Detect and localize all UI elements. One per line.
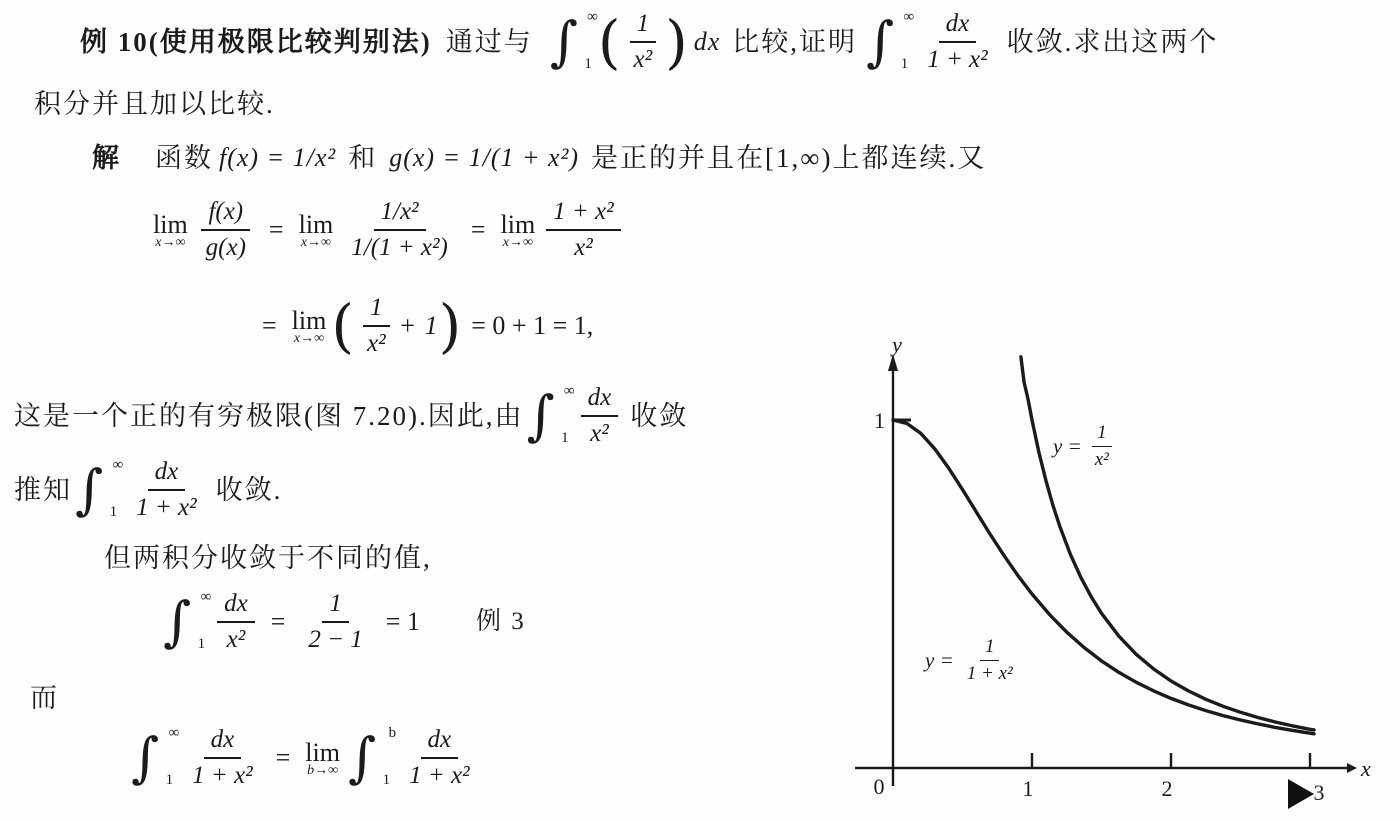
paragraph-text: 推知 <box>14 474 72 505</box>
fraction <box>360 294 393 358</box>
integral <box>163 589 212 654</box>
fraction-numerator: 1/x² <box>374 198 426 231</box>
equals-sign: = <box>470 215 486 244</box>
lim-subscript: x→∞ <box>502 234 533 250</box>
fraction <box>581 384 619 448</box>
limit-operator <box>305 738 340 779</box>
fraction-denominator: g(x) <box>205 234 246 261</box>
integral-icon: ∫ <box>131 726 160 790</box>
fraction <box>129 458 203 522</box>
integral-lower-limit: 1 <box>561 429 569 446</box>
fraction-numerator: dx <box>421 726 459 759</box>
example-3-reference: 例 3 <box>475 608 526 636</box>
equation-limit-ratio <box>148 198 627 262</box>
limit-operator <box>153 210 188 251</box>
fraction <box>1090 422 1114 471</box>
solid-right-triangle-icon <box>1288 779 1314 809</box>
x-tick-label-1: 1 <box>1022 776 1034 801</box>
lim-subscript: b→∞ <box>307 762 339 778</box>
connector-word <box>30 680 59 716</box>
fraction-denominator: x² <box>226 626 246 653</box>
equals-sign: = <box>270 607 286 636</box>
integral-upper-limit: ∞ <box>168 725 180 742</box>
integral <box>866 9 915 74</box>
lim-subscript: x→∞ <box>300 234 332 250</box>
fraction-numerator: dx <box>581 384 619 417</box>
integral-icon: ∫ <box>347 726 377 790</box>
equation-result: = 1 <box>385 607 420 636</box>
equation-value-2 <box>128 726 483 790</box>
paragraph-finite-limit <box>14 384 694 448</box>
fraction-numerator: 1 <box>980 636 1000 661</box>
fraction-numerator: 1 <box>1092 422 1112 447</box>
integral <box>549 9 598 74</box>
integral-icon: ∫ <box>75 458 104 522</box>
fraction-denominator: x² <box>1094 449 1109 470</box>
fraction <box>402 726 476 790</box>
graph-canvas <box>855 334 1400 821</box>
fraction-numerator: dx <box>148 458 186 491</box>
solution-line <box>92 140 992 176</box>
y-tick-label-1: 1 <box>874 408 885 433</box>
fraction-denominator: 2 − 1 <box>308 626 363 653</box>
limit-operator <box>292 306 327 347</box>
fraction-denominator: x² <box>590 420 609 447</box>
lim-word: lim <box>500 209 536 239</box>
integral-lower-limit: 1 <box>109 503 118 520</box>
fraction-denominator: 1 + x² <box>192 762 253 789</box>
integral-upper-limit: ∞ <box>587 9 598 26</box>
curve-label-prefix: y = <box>1053 434 1082 458</box>
curve-label-one-over-1-plus-x-squared <box>925 636 1024 685</box>
integral <box>347 725 397 790</box>
plus-one-term: + 1 <box>398 311 439 340</box>
fraction-numerator: dx <box>939 10 977 43</box>
integral <box>75 457 124 522</box>
solution-text: 和 <box>348 143 378 173</box>
problem-text: 积分并且加以比较. <box>34 89 275 119</box>
integral-lower-limit: 1 <box>382 771 391 788</box>
fraction-denominator: 1 + x² <box>136 494 197 521</box>
fraction-denominator: 1/(1 + x²) <box>351 234 448 261</box>
integral <box>526 383 575 448</box>
integral-lower-limit: 1 <box>197 635 206 652</box>
curve-one-over-x-squared <box>1021 357 1314 730</box>
integral-lower-limit: 1 <box>900 55 909 72</box>
x-tick-label-3: 3 <box>1313 780 1325 805</box>
integral-upper-limit: ∞ <box>563 383 575 400</box>
paragraph-text: 收敛. <box>215 474 283 505</box>
integral-upper-limit: ∞ <box>112 457 124 474</box>
integral <box>131 725 180 790</box>
x-axis-arrow-icon <box>1347 763 1357 773</box>
fraction <box>920 10 994 74</box>
problem-text: 收敛.求出这两个 <box>1006 26 1219 57</box>
lim-word: lim <box>305 737 340 767</box>
limit-operator <box>501 210 536 251</box>
fraction-numerator: dx <box>204 726 242 759</box>
equation-limit-value <box>252 291 603 360</box>
lim-word: lim <box>298 209 334 239</box>
curve-label-prefix: y = <box>925 648 954 672</box>
integral-icon: ∫ <box>526 384 555 448</box>
paragraph-text: 收敛 <box>630 400 689 431</box>
lim-subscript: x→∞ <box>293 330 325 346</box>
fraction-denominator: x² <box>574 234 593 261</box>
curve-label-one-over-x-squared <box>1053 422 1120 471</box>
problem-text: 通过与 <box>445 26 533 57</box>
fraction-numerator: dx <box>217 590 255 623</box>
problem-text: 比较,证明 <box>732 26 858 57</box>
integral-lower-limit: 1 <box>584 55 592 72</box>
fraction <box>185 726 259 790</box>
fraction <box>199 198 253 262</box>
fraction-numerator: 1 + x² <box>546 198 620 231</box>
example-heading: 例 10(使用极限比较判别法) <box>80 26 432 57</box>
inline-math: f(x) = 1/x² <box>219 143 337 173</box>
integral-icon: ∫ <box>549 10 578 74</box>
fraction <box>344 198 455 262</box>
fraction-denominator: 1 + x² <box>927 46 988 73</box>
solution-text: 函数 <box>155 143 213 173</box>
problem-statement-line2 <box>34 86 275 122</box>
fraction-denominator: x² <box>366 330 386 357</box>
left-paren: ( <box>331 291 354 360</box>
equation-value-1 <box>160 590 526 654</box>
y-axis-label: y <box>892 334 902 357</box>
integral-upper-limit: ∞ <box>903 9 915 26</box>
fraction <box>962 636 1018 685</box>
lim-subscript: x→∞ <box>155 234 186 250</box>
right-paren: ) <box>665 7 688 76</box>
fraction <box>546 198 620 262</box>
fraction-numerator: 1 <box>322 590 349 623</box>
integral-upper-limit: b <box>388 725 397 742</box>
right-paren: ) <box>438 291 462 360</box>
fraction-denominator: x² <box>633 46 653 73</box>
fraction-denominator: 1 + x² <box>409 762 470 789</box>
equals-sign: = <box>275 743 291 772</box>
integral-icon: ∫ <box>163 590 192 654</box>
fraction-numerator: 1 <box>363 294 390 327</box>
paragraph-different-values <box>104 540 432 576</box>
lim-word: lim <box>153 209 188 239</box>
equals-sign: = <box>262 311 277 340</box>
dx-term: dx <box>693 27 721 56</box>
fraction <box>627 10 660 74</box>
fraction-numerator: 1 <box>630 10 657 43</box>
equation-result: = 0 + 1 = 1, <box>471 311 594 340</box>
fraction <box>301 590 369 654</box>
left-paren: ( <box>597 7 621 76</box>
fraction-numerator: f(x) <box>201 198 250 231</box>
x-tick-label-2: 2 <box>1161 776 1173 801</box>
paragraph-text: 这是一个正的有穷极限(图 7.20).因此,由 <box>14 400 524 431</box>
lim-word: lim <box>291 305 327 335</box>
solution-label: 解 <box>92 143 121 173</box>
limit-operator <box>299 210 334 251</box>
fraction-denominator: 1 + x² <box>966 663 1013 684</box>
inline-math: g(x) = 1/(1 + x²) <box>389 143 580 173</box>
integral-upper-limit: ∞ <box>200 589 212 606</box>
problem-statement-line1 <box>80 7 1224 76</box>
origin-label: 0 <box>873 774 885 799</box>
integral-lower-limit: 1 <box>165 771 174 788</box>
fraction <box>217 590 255 654</box>
solution-text: 是正的并且在[1,∞)上都连续.又 <box>591 143 987 173</box>
paragraph-text: 但两积分收敛于不同的值, <box>104 543 432 573</box>
figure-7-20 <box>855 334 1400 821</box>
x-axis-label: x <box>1361 756 1371 781</box>
equals-sign: = <box>268 215 284 244</box>
paragraph-text: 而 <box>30 683 59 713</box>
integral-icon: ∫ <box>866 10 895 74</box>
paragraph-infer <box>14 458 288 522</box>
